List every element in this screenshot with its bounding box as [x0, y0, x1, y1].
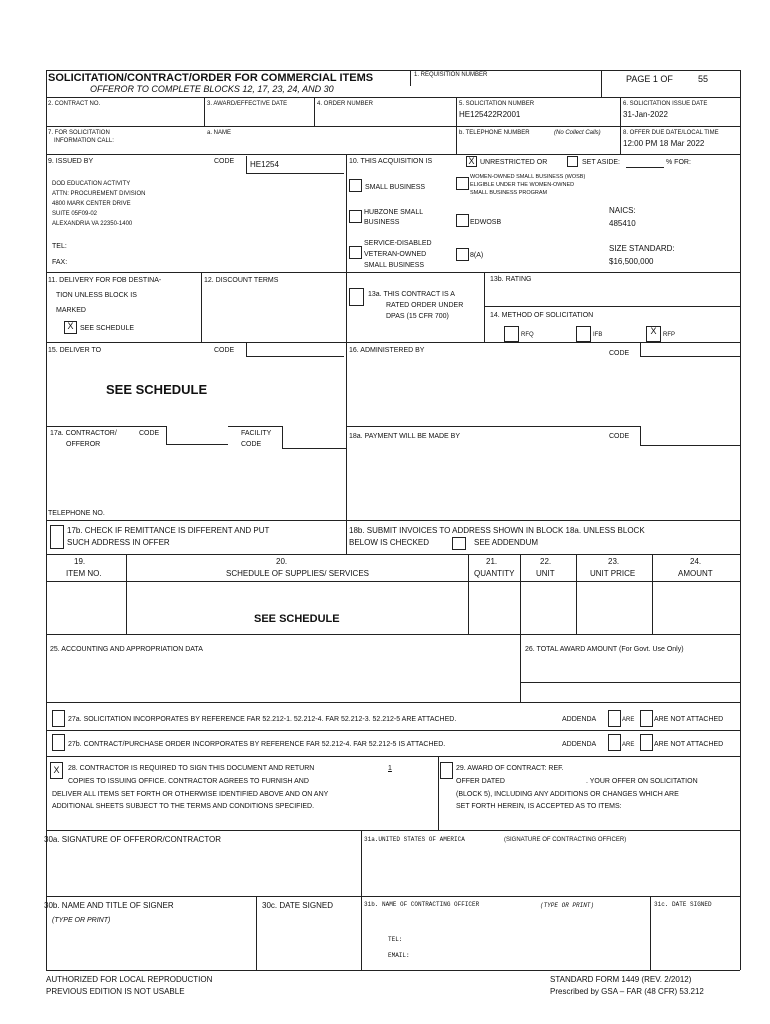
rated-order-checkbox[interactable] — [349, 288, 364, 306]
edwosb-label: EDWOSB — [470, 219, 502, 226]
eight-a-label: 8(A) — [470, 252, 484, 259]
col-amount-num: 24. — [690, 557, 702, 566]
payment-by-label: 18a. PAYMENT WILL BE MADE BY — [349, 433, 460, 440]
issued-addr-4: SUITE 05F09-02 — [52, 211, 98, 217]
edwosb-checkbox[interactable] — [456, 214, 469, 227]
r27a-text: 27a. SOLICITATION INCORPORATES BY REFERENCE FAR 52.212-1. 52.212-4. FAR 52.212-3. 52.212-5 ARE ATTACHED. — [68, 716, 457, 723]
co-name-label: 31b. NAME OF CONTRACTING OFFICER — [364, 901, 480, 908]
r27b-are-checkbox[interactable] — [608, 734, 621, 751]
issued-addr-1: DOD EDUCATION ACTIVITY — [52, 181, 131, 187]
col-amount-label: AMOUNT — [678, 569, 713, 578]
fob-label-3: MARKED — [56, 307, 86, 314]
offeror-signature-label: 30a. SIGNATURE OF OFFEROR/CONTRACTOR — [44, 835, 222, 844]
col-qty-label: QUANTITY — [474, 569, 515, 578]
unrestricted-checkbox[interactable]: X — [466, 156, 477, 167]
signer-date-label: 30c. DATE SIGNED — [262, 901, 333, 910]
setaside-label: SET ASIDE: — [582, 159, 620, 166]
deliver-see-schedule: SEE SCHEDULE — [106, 382, 208, 397]
sdvosb-checkbox[interactable] — [349, 246, 362, 259]
rule — [346, 520, 347, 554]
info-label: 7. FOR SOLICITATION — [48, 130, 110, 136]
r27a-are-checkbox[interactable] — [608, 710, 621, 727]
rule — [46, 970, 740, 971]
col-price-label: UNIT PRICE — [590, 569, 636, 578]
rule — [314, 97, 315, 127]
issued-fax-label: FAX: — [52, 259, 68, 266]
r27b-addenda: ADDENDA — [562, 741, 597, 748]
method-label: 14. METHOD OF SOLICITATION — [490, 312, 594, 319]
setaside-pct-label: % FOR: — [666, 159, 691, 166]
contractor-code-field — [166, 426, 228, 445]
award-date-label: 3. AWARD/EFFECTIVE DATE — [207, 101, 288, 107]
rating-label: 13b. RATING — [490, 276, 532, 283]
wosb-label-1: WOMEN-OWNED SMALL BUSINESS (WOSB) — [470, 174, 586, 180]
deliver-code-label: CODE — [214, 347, 235, 354]
wosb-label-3: SMALL BUSINESS PROGRAM — [470, 190, 548, 196]
admin-code-label: CODE — [609, 350, 630, 357]
remittance-label-2: SUCH ADDRESS IN OFFER — [67, 538, 170, 547]
col-unit-num: 22. — [540, 557, 552, 566]
fob-see-schedule: SEE SCHEDULE — [80, 325, 135, 332]
facility-code-field — [282, 426, 346, 449]
r27a-checkbox[interactable] — [52, 710, 65, 727]
contract-no-label: 2. CONTRACT NO. — [48, 101, 101, 107]
setaside-pct-line — [626, 167, 664, 168]
offer-due-label: 8. OFFER DUE DATE/LOCAL TIME — [623, 130, 719, 136]
req-label: 1. REQUISITION NUMBER — [414, 72, 488, 78]
r28-line-1: 28. CONTRACTOR IS REQUIRED TO SIGN THIS DOCUMENT AND RETURN — [68, 765, 315, 772]
remittance-label-1: 17b. CHECK IF REMITTANCE IS DIFFERENT AND PUT — [67, 526, 270, 535]
rule — [576, 554, 577, 634]
size-standard-label: SIZE STANDARD: — [609, 244, 675, 253]
setaside-checkbox[interactable] — [567, 156, 578, 167]
hubzone-label-1: HUBZONE SMALL — [364, 209, 424, 216]
acquisition-label: 10. THIS ACQUISITION IS — [349, 158, 433, 165]
issue-date-label: 6. SOLICITATION ISSUE DATE — [623, 101, 708, 107]
contractor-code-label: CODE — [139, 430, 160, 437]
col-price-num: 23. — [608, 557, 620, 566]
rule — [361, 830, 362, 970]
rule — [484, 272, 485, 342]
usa-label: 31a.UNITED STATES OF AMERICA — [364, 836, 465, 843]
issued-addr-3: 4800 MARK CENTER DRIVE — [52, 201, 131, 207]
rule — [650, 896, 651, 970]
issued-tel-label: TEL: — [52, 243, 67, 250]
payment-code-field — [640, 426, 740, 446]
solicitation-no-value: HE125422R2001 — [459, 110, 521, 119]
rule — [601, 70, 602, 97]
eight-a-checkbox[interactable] — [456, 248, 469, 261]
rule — [46, 154, 740, 155]
co-type-label: (TYPE OR PRINT) — [540, 902, 595, 909]
r27a-addenda: ADDENDA — [562, 716, 597, 723]
ifb-label: IFB — [593, 332, 603, 338]
info-call-label: INFORMATION CALL: — [54, 138, 114, 144]
form-title: SOLICITATION/CONTRACT/ORDER FOR COMMERCIAL ITEMS — [48, 72, 374, 84]
rated-label-3: DPAS (15 CFR 700) — [386, 313, 449, 320]
fob-checkbox[interactable]: X — [64, 321, 77, 334]
r28-checkbox[interactable]: X — [50, 762, 63, 779]
schedule-see-schedule: SEE SCHEDULE — [254, 613, 340, 625]
ifb-checkbox[interactable] — [576, 326, 591, 342]
unrestricted-label: UNRESTRICTED OR — [480, 159, 548, 166]
naics-label: NAICS: — [609, 206, 636, 215]
contractor-label-2: OFFEROR — [66, 441, 101, 448]
r27b-not: ARE NOT ATTACHED — [654, 741, 724, 748]
rule — [46, 97, 740, 98]
wosb-checkbox[interactable] — [456, 177, 469, 190]
r29-line-4: SET FORTH HEREIN, IS ACCEPTED AS TO ITEMS: — [456, 803, 622, 810]
rule — [46, 520, 740, 521]
solicitation-form — [46, 70, 740, 970]
rated-label-1: 13a. THIS CONTRACT IS A — [368, 291, 455, 298]
admin-code-field — [640, 343, 740, 357]
sdvosb-label-2: VETERAN-OWNED — [364, 251, 427, 258]
deliver-code-field — [246, 343, 344, 357]
r28-line-2: COPIES TO ISSUING OFFICE. CONTRACTOR AGREES TO FURNISH AND — [68, 778, 309, 785]
rfp-checkbox[interactable]: X — [646, 326, 661, 342]
issued-by-label: 9. ISSUED BY — [48, 158, 94, 165]
rule — [46, 342, 740, 343]
deliver-to-label: 15. DELIVER TO — [48, 347, 102, 354]
order-no-label: 4. ORDER NUMBER — [317, 101, 374, 107]
rule — [410, 70, 411, 86]
r27a-not-checkbox[interactable] — [640, 710, 653, 727]
r27b-not-checkbox[interactable] — [640, 734, 653, 751]
addendum-label: SEE ADDENDUM — [474, 538, 539, 547]
col-schedule-label: SCHEDULE OF SUPPLIES/ SERVICES — [226, 569, 370, 578]
rule — [740, 70, 741, 970]
small-business-checkbox[interactable] — [349, 179, 362, 192]
r29-line-2a: OFFER DATED — [456, 778, 505, 785]
administered-by-label: 16. ADMINISTERED BY — [349, 347, 425, 354]
facility-label-1: FACILITY — [241, 430, 272, 437]
rule — [346, 154, 347, 272]
rule — [438, 756, 439, 830]
footer-right-1: STANDARD FORM 1449 (REV. 2/2012) — [550, 975, 692, 984]
fob-label-2: TION UNLESS BLOCK IS — [56, 292, 137, 299]
rule — [652, 554, 653, 634]
r27a-not: ARE NOT ATTACHED — [654, 716, 724, 723]
r27a-are: ARE — [622, 717, 635, 723]
facility-label-2: CODE — [241, 441, 262, 448]
rule — [256, 896, 257, 970]
issued-addr-2: ATTN: PROCUREMENT DIVISION — [52, 191, 146, 197]
co-tel-label: TEL: — [388, 936, 403, 943]
r28-line-4: ADDITIONAL SHEETS SUBJECT TO THE TERMS AND CONDITIONS SPECIFIED. — [52, 803, 315, 810]
name-label: a. NAME — [207, 130, 232, 136]
discount-terms-label: 12. DISCOUNT TERMS — [204, 277, 279, 284]
payment-code-label: CODE — [609, 433, 630, 440]
rule — [346, 342, 347, 426]
r27b-checkbox[interactable] — [52, 734, 65, 751]
hubzone-checkbox[interactable] — [349, 210, 362, 223]
r29-line-3: (BLOCK 5), INCLUDING ANY ADDITIONS OR CHANGES WHICH ARE — [456, 791, 679, 798]
col-qty-num: 21. — [486, 557, 498, 566]
rule — [46, 896, 740, 897]
offer-due-value: 12:00 PM 18 Mar 2022 — [623, 139, 705, 148]
rule — [46, 426, 740, 427]
rule — [46, 126, 456, 127]
rule — [46, 581, 740, 582]
rule — [456, 126, 740, 127]
rule — [520, 554, 521, 634]
rule — [468, 554, 469, 634]
remittance-checkbox[interactable] — [50, 525, 64, 549]
rated-label-2: RATED ORDER UNDER — [386, 302, 464, 309]
col-unit-label: UNIT — [536, 569, 555, 578]
invoice-label-1: 18b. SUBMIT INVOICES TO ADDRESS SHOWN IN BLOCK 18a. UNLESS BLOCK — [349, 526, 645, 535]
invoice-label-2: BELOW IS CHECKED — [349, 538, 430, 547]
rule — [46, 634, 740, 635]
accounting-label: 25. ACCOUNTING AND APPROPRIATION DATA — [50, 646, 203, 653]
rule — [46, 702, 740, 703]
rule — [484, 306, 740, 307]
r28-line-3: DELIVER ALL ITEMS SET FORTH OR OTHERWISE IDENTIFIED ABOVE AND ON ANY — [52, 791, 329, 798]
rule — [204, 97, 205, 127]
rule — [346, 426, 347, 520]
page-total: 55 — [698, 74, 709, 84]
addendum-checkbox[interactable] — [452, 537, 466, 550]
issue-date-value: 31-Jan-2022 — [623, 110, 668, 119]
r27b-text: 27b. CONTRACT/PURCHASE ORDER INCORPORATES BY REFERENCE FAR 52.212-4. FAR 52.212-5 IS ATTACHED. — [68, 741, 446, 748]
rfq-checkbox[interactable] — [504, 326, 519, 342]
sdvosb-label-1: SERVICE-DISABLED — [364, 240, 432, 247]
signer-name-label: 30b. NAME AND TITLE OF SIGNER — [44, 901, 174, 910]
hubzone-label-2: BUSINESS — [364, 219, 400, 226]
r27b-are: ARE — [622, 742, 635, 748]
rfq-label: RFQ — [521, 332, 534, 338]
issued-code-label: CODE — [214, 158, 235, 165]
contractor-label-1: 17a. CONTRACTOR/ — [50, 430, 117, 437]
rule — [46, 830, 740, 831]
r29-checkbox[interactable] — [440, 762, 453, 779]
total-award-label: 26. TOTAL AWARD AMOUNT (For Govt. Use Only) — [525, 646, 684, 653]
signer-type-label: (TYPE OR PRINT) — [52, 917, 111, 924]
co-signature-label: (SIGNATURE OF CONTRACTING OFFICER) — [504, 837, 627, 843]
col-item-num: 19. — [74, 557, 86, 566]
sdvosb-label-3: SMALL BUSINESS — [364, 262, 425, 269]
rule — [46, 730, 740, 731]
col-schedule-num: 20. — [276, 557, 288, 566]
rule — [520, 634, 521, 702]
rule — [201, 272, 202, 342]
small-business-label: SMALL BUSINESS — [365, 184, 426, 191]
rfp-label: RFP — [663, 332, 675, 338]
form-subtitle: OFFEROR TO COMPLETE BLOCKS 12, 17, 23, 24, AND 30 — [90, 84, 334, 94]
r29-line-1: 29. AWARD OF CONTRACT: REF. — [456, 765, 564, 772]
naics-value: 485410 — [609, 219, 636, 228]
col-item-label: ITEM NO. — [66, 569, 102, 578]
issued-addr-5: ALEXANDRIA VA 22350-1400 — [52, 221, 133, 227]
telephone-no-label: TELEPHONE NO. — [48, 510, 105, 517]
footer-left-2: PREVIOUS EDITION IS NOT USABLE — [46, 987, 185, 996]
wosb-label-2: ELIGIBLE UNDER THE WOMEN-OWNED — [470, 182, 575, 188]
issued-code-value: HE1254 — [250, 160, 279, 169]
rule — [46, 272, 740, 273]
fob-label-1: 11. DELIVERY FOR FOB DESTINA- — [48, 277, 162, 284]
footer-left-1: AUTHORIZED FOR LOCAL REPRODUCTION — [46, 975, 213, 984]
size-standard-value: $16,500,000 — [609, 257, 654, 266]
page-label: PAGE 1 OF — [626, 74, 673, 84]
rule — [346, 272, 347, 342]
co-email-label: EMAIL: — [388, 952, 410, 959]
rule — [46, 70, 740, 71]
rule — [46, 756, 740, 757]
phone-label: b. TELEPHONE NUMBER — [459, 130, 530, 136]
rule — [520, 682, 740, 683]
rule — [46, 554, 740, 555]
spacer — [126, 581, 127, 634]
r28-copies: 1 — [388, 765, 392, 772]
r29-line-2b: . YOUR OFFER ON SOLICITATION — [586, 778, 698, 785]
solicitation-no-label: 5. SOLICITATION NUMBER — [459, 101, 535, 107]
footer-right-2: Prescribed by GSA – FAR (48 CFR) 53.212 — [550, 987, 704, 996]
no-collect-label: (No Collect Calls) — [554, 130, 601, 136]
co-date-label: 31c. DATE SIGNED — [654, 901, 712, 908]
